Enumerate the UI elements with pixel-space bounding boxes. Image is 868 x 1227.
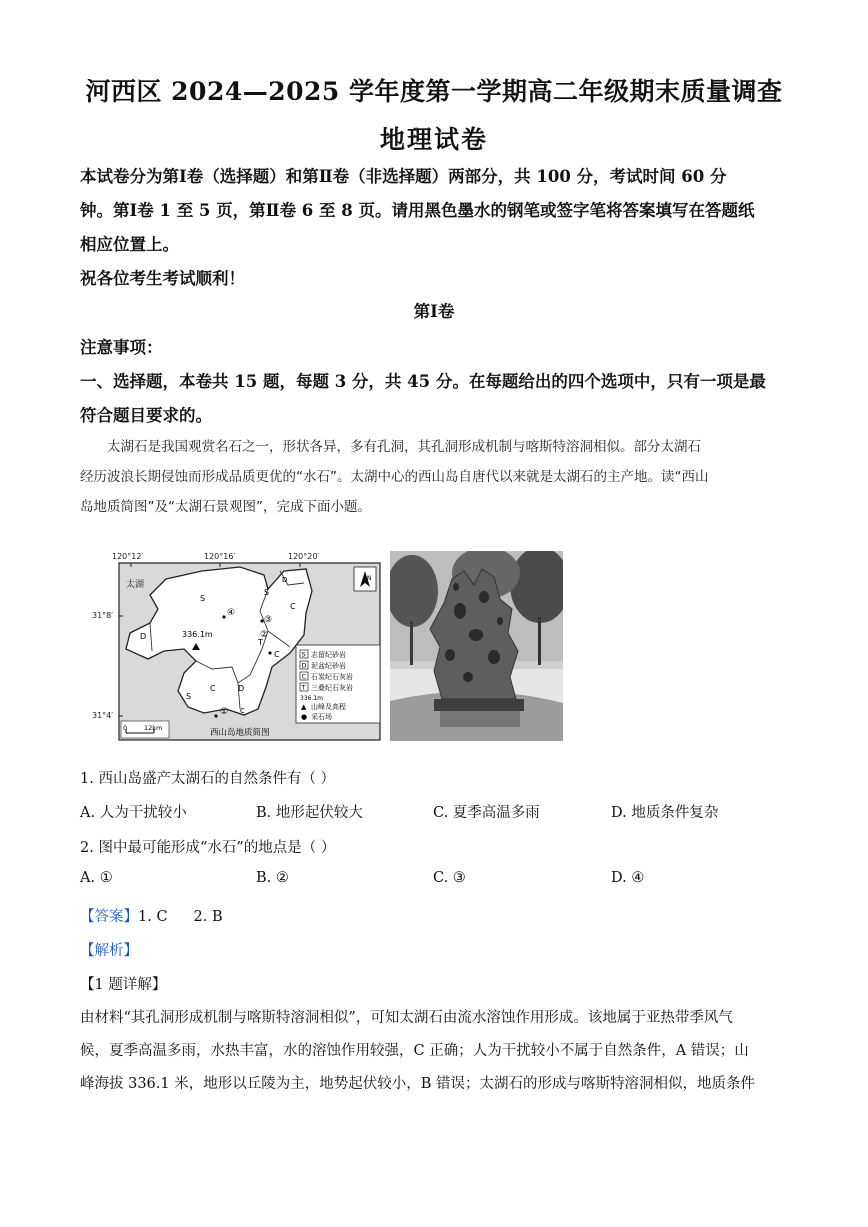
zone-letter: D [140, 632, 147, 641]
notes-heading: 注意事项： [80, 338, 163, 357]
legend-symbol: ▲ [301, 703, 307, 711]
zone-letter: S [200, 594, 206, 603]
analysis-line: 候，夏季高温多雨，水热丰富，水的溶蚀作用较强，C 正确；人为干扰较小不属于自然条件，A 错误；山 [80, 1043, 749, 1059]
legend-text: 泥盆纪砂岩 [311, 662, 346, 670]
good-luck-line: 祝各位考生考试顺利！ [80, 269, 245, 288]
north-label: N [367, 575, 372, 582]
question-2-stem: 2. 图中最可能形成“水石”的地点是（ ） [80, 840, 336, 856]
legend-symbol: D [301, 661, 307, 670]
exam-title: 河西区 2024—2025 学年度第一学期高二年级期末质量调查 [85, 77, 783, 106]
analysis-tag-line [80, 939, 138, 960]
taihu-stone-photo [390, 551, 563, 741]
scale-label: 12km [144, 724, 163, 732]
lat-label: 31°4′ [92, 711, 114, 720]
lat-label: 31°8′ [92, 611, 114, 620]
legend-text: 采石场 [311, 713, 332, 721]
legend-symbol: ● [301, 713, 308, 721]
zone-letter: D [238, 684, 245, 693]
q2-option-d[interactable]: D. ④ [611, 870, 645, 886]
legend-text: 三叠纪石灰岩 [311, 684, 353, 692]
question-1-stem: 1. 西山岛盛产太湖石的自然条件有（ ） [80, 771, 336, 787]
reading-passage [80, 432, 792, 522]
peak-elevation: 336.1m [182, 630, 213, 639]
quarry-site-2 [268, 651, 271, 654]
site-marker: ③ [264, 615, 273, 625]
q1-detail-heading: 【1 题详解】 [80, 977, 167, 993]
zone-letter: S [264, 588, 270, 597]
section-instruction: 符合题目要求的。 [80, 406, 212, 425]
q1-option-d[interactable]: D. 地质条件复杂 [611, 805, 719, 821]
lon-label: 120°12′ [112, 552, 144, 561]
xishan-geology-map [92, 549, 382, 742]
zone-letter: C [240, 707, 245, 715]
section-instruction: 一、选择题，本卷共 15 题，每题 3 分，共 45 分。在每题给出的四个选项中，只有一项是最 [80, 372, 766, 391]
instruction-line: 本试卷分为第Ⅰ卷（选择题）和第Ⅱ卷（非选择题）两部分，共 100 分，考试时间 60 分 [80, 167, 727, 186]
zone-letter: C [290, 602, 296, 611]
quarry-site-4 [222, 615, 225, 618]
legend-peak-height: 336.1m [300, 695, 324, 702]
exam-instructions [80, 160, 792, 296]
quarry-site-1 [214, 714, 217, 717]
passage-line: 经历波浪长期侵蚀而形成品质更优的“水石”。太湖中心的西山岛自唐代以来就是太湖石的主产地。读“西山 [80, 469, 709, 485]
zone-letter: D [282, 576, 288, 584]
analysis-tag: 【解析】 [80, 943, 138, 959]
notes-section [80, 331, 792, 433]
lon-label: 120°16′ [204, 552, 236, 561]
answer-line [80, 905, 223, 926]
site-marker: ④ [227, 608, 236, 618]
lake-label: 太湖 [126, 580, 145, 590]
legend-text: 志留纪砂岩 [311, 651, 346, 659]
analysis-body [80, 1002, 792, 1101]
passage-line: 太湖石是我国观赏名石之一，形状各异，多有孔洞，其孔洞形成机制与喀斯特溶洞相似。部分太湖石 [107, 439, 701, 455]
analysis-line: 由材料“其孔洞形成机制与喀斯特溶洞相似”，可知太湖石由流水溶蚀作用形成。该地属于亚热带季风气 [80, 1010, 733, 1026]
instruction-line: 钟。第Ⅰ卷 1 至 5 页，第Ⅱ卷 6 至 8 页。请用黑色墨水的钢笔或签字笔将答案填写在答题纸 [80, 201, 755, 220]
zone-letter: S [186, 692, 192, 701]
q2-option-a[interactable]: A. ① [80, 870, 113, 886]
lon-label: 120°20′ [288, 552, 320, 561]
site-marker: ② [260, 630, 269, 640]
passage-line: 岛地质简图”及“太湖石景观图”，完成下面小题。 [80, 499, 371, 515]
q1-option-b[interactable]: B. 地形起伏较大 [256, 805, 363, 821]
answer-value: 1. C [138, 909, 168, 925]
legend-text: 石炭纪石灰岩 [311, 673, 353, 681]
map-caption: 西山岛地质简图 [210, 728, 270, 738]
legend-symbol: T [301, 683, 306, 692]
q2-option-b[interactable]: B. ② [256, 870, 289, 886]
zone-letter: C [274, 650, 280, 659]
volume-label: 第Ⅰ卷 [413, 302, 455, 321]
scale-label: 0 [123, 724, 128, 732]
site-marker: ① [220, 707, 229, 717]
q1-option-a[interactable]: A. 人为干扰较小 [80, 805, 187, 821]
q2-option-c[interactable]: C. ③ [433, 870, 466, 886]
instruction-line: 相应位置上。 [80, 235, 179, 254]
legend-symbol: C [301, 672, 307, 681]
legend-symbol: S [301, 650, 306, 659]
exam-subject: 地理试卷 [379, 125, 488, 154]
answer-tag: 【答案】 [80, 909, 138, 925]
analysis-line: 峰海拔 336.1 米，地形以丘陵为主，地势起伏较小，B 错误；太湖石的形成与喀斯特溶洞相似，地质条件 [80, 1076, 755, 1092]
q1-option-c[interactable]: C. 夏季高温多雨 [433, 805, 540, 821]
answer-value: 2. B [193, 909, 223, 925]
zone-letter: T [258, 638, 263, 647]
zone-letter: C [210, 684, 216, 693]
legend-text: 山峰及高程 [311, 703, 346, 711]
